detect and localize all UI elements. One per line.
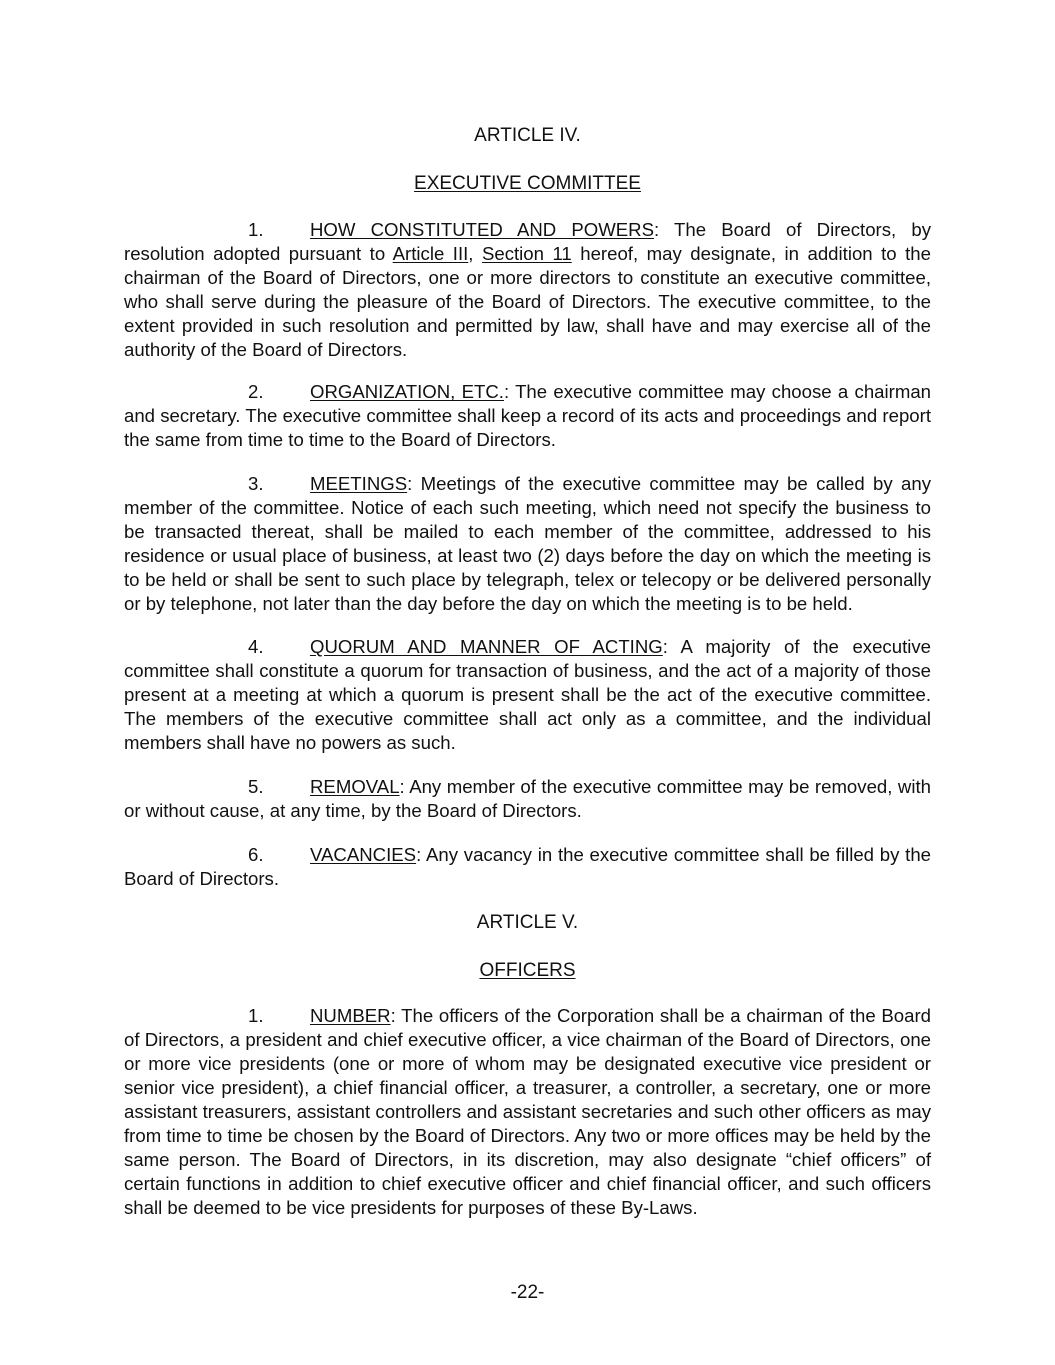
- section-text: : The executive committee may choose a chairman and secretary. The executive committee shall keep a record of its acts and proceedings and report the same from time to time to the Board of Directors.: [124, 381, 931, 450]
- reference-separator: ,: [468, 243, 482, 264]
- section-iv-1: [124, 218, 931, 362]
- section-number: 5.: [248, 776, 264, 797]
- article-iv-title: ARTICLE IV.: [474, 125, 581, 146]
- article-iv-subtitle: [0, 172, 1055, 196]
- section-v-1: [124, 1004, 931, 1220]
- section-iv-2: [124, 380, 931, 452]
- section-number: 6.: [248, 844, 264, 865]
- section-iv-6: [124, 843, 931, 891]
- section-heading: HOW CONSTITUTED AND POWERS: [310, 219, 655, 240]
- officers-heading: OFFICERS: [479, 960, 576, 981]
- section-text: : The Board of Directors, by resolution adopted pursuant to: [124, 219, 931, 264]
- section-text: : A majority of the executive committee shall constitute a quorum for transaction of business, and the act of a majority of those present at a meeting at which a quorum is present shall be the act of the executive committee. The members of the executive committee shall act only as a committee, and the individual members shall have no powers as such.: [124, 636, 931, 753]
- section-iv-4: [124, 635, 931, 755]
- section-number: 4.: [248, 636, 264, 657]
- article-v-title: ARTICLE V.: [476, 912, 579, 933]
- section-text: : Any member of the executive committee may be removed, with or without cause, at any time, by the Board of Directors.: [124, 776, 931, 821]
- section-text: : Meetings of the executive committee may be called by any member of the committee. Notice of each such meeting, which need not specify the business to be transacted thereat, shall be mailed to each member of the committee, addressed to his residence or usual place of business, at least two (2) days before the day on which the meeting is to be held or shall be sent to such place by telegraph, telex or telecopy or be delivered personally or by telephone, not later than the day before the day on which the meeting is to be held.: [124, 473, 931, 614]
- page-number: -22-: [510, 1282, 545, 1303]
- section-number: 1.: [248, 219, 264, 240]
- section-number: 3.: [248, 473, 264, 494]
- section-reference: Section 11: [481, 243, 572, 264]
- section-heading: VACANCIES: [310, 844, 417, 865]
- section-number: 1.: [248, 1005, 264, 1026]
- executive-committee-heading: EXECUTIVE COMMITTEE: [414, 173, 641, 194]
- article-reference: Article III: [392, 243, 469, 264]
- section-heading: MEETINGS: [310, 473, 408, 494]
- section-heading: NUMBER: [310, 1005, 391, 1026]
- section-heading: ORGANIZATION, ETC.: [310, 381, 504, 402]
- section-heading: REMOVAL: [310, 776, 400, 797]
- section-iv-3: [124, 472, 931, 616]
- section-text: : The officers of the Corporation shall be a chairman of the Board of Directors, a president and chief executive officer, a vice chairman of the Board of Directors, one or more vice presidents (one or more of whom may be designated executive vice president or senior vice president), a chief financial officer, a treasurer, a controller, a secretary, one or more assistant treasurers, assistant controllers and assistant secretaries and such other officers as may from time to time be chosen by the Board of Directors. Any two or more offices may be held by the same person. The Board of Directors, in its discretion, may also designate “chief officers” of certain functions in addition to chief executive officer and chief financial officer, and such officers shall be deemed to be vice presidents for purposes of these By-Laws.: [124, 1005, 931, 1218]
- section-number: 2.: [248, 381, 264, 402]
- section-text: : Any vacancy in the executive committee shall be filled by the Board of Directors.: [124, 844, 931, 889]
- section-heading: QUORUM AND MANNER OF ACTING: [310, 636, 663, 657]
- section-iv-5: [124, 775, 931, 823]
- article-v-subtitle: [0, 959, 1055, 983]
- section-text-cont: hereof, may designate, in addition to the chairman of the Board of Directors, one or more directors to constitute an executive committee, who shall serve during the pleasure of the Board of Directors. The executive committee, to the extent provided in such resolution and permitted by law, shall have and may exercise all of the authority of the Board of Directors.: [124, 243, 931, 360]
